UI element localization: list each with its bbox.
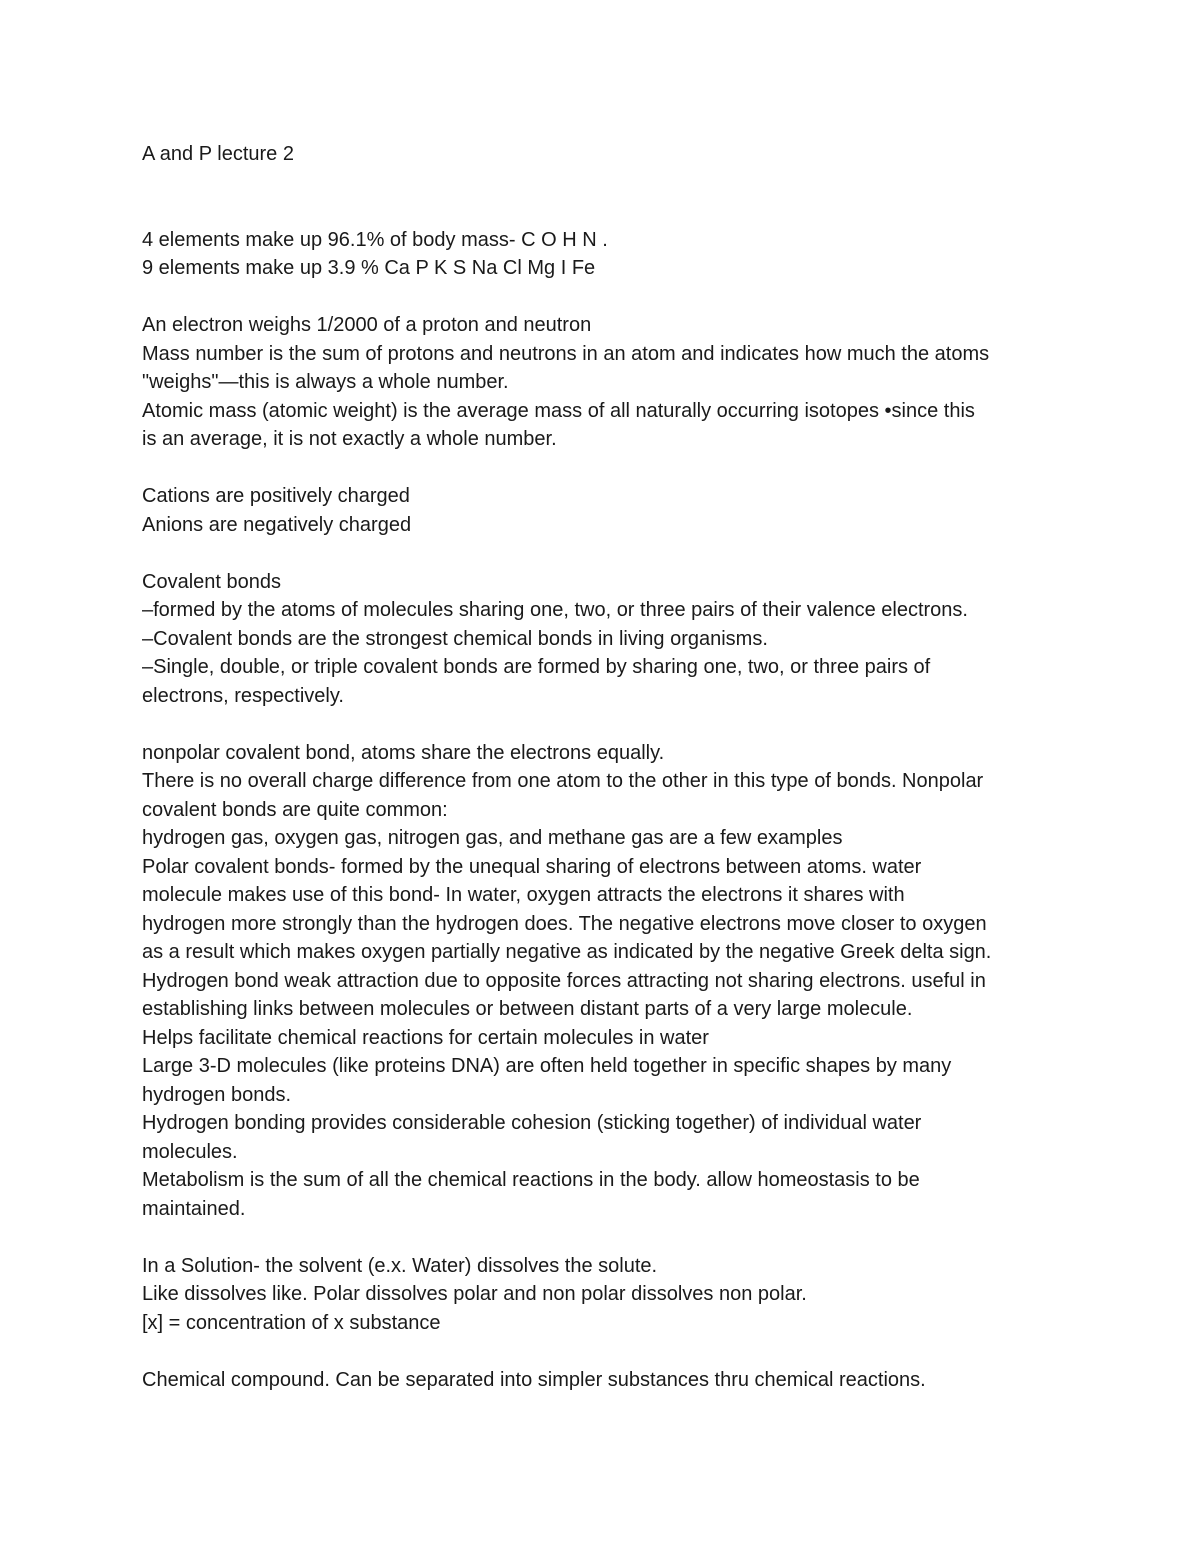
spacer xyxy=(142,1223,1082,1252)
text-line: –Covalent bonds are the strongest chemical bonds in living organisms. xyxy=(142,627,768,650)
text-line: Hydrogen bonding provides considerable cohesion (sticking together) of individual water xyxy=(142,1112,922,1134)
document-title: A and P lecture 2 xyxy=(142,143,294,165)
text-line: Large 3-D molecules (like proteins DNA) are often held together in specific shapes by many xyxy=(142,1055,952,1077)
text-line: is an average, it is not exactly a whole number. xyxy=(142,428,557,450)
text-line: Covalent bonds xyxy=(142,570,281,593)
paragraph-compound xyxy=(142,1366,1082,1395)
text-line: covalent bonds are quite common: xyxy=(142,798,448,821)
document-page xyxy=(142,140,1082,1394)
paragraph-covalent-bonds xyxy=(142,568,1082,711)
text-line: molecule makes use of this bond- In water, oxygen attracts the electrons it shares with xyxy=(142,884,905,906)
spacer xyxy=(142,283,1082,312)
text-line: An electron weighs 1/2000 of a proton and neutron xyxy=(142,314,592,336)
text-line: Anions are negatively charged xyxy=(142,513,412,536)
spacer xyxy=(142,454,1082,483)
paragraph-ions xyxy=(142,482,1082,539)
text-line: molecules. xyxy=(142,1140,238,1163)
text-line: hydrogen gas, oxygen gas, nitrogen gas, and methane gas are a few examples xyxy=(142,827,843,849)
text-line: In a Solution- the solvent (e.x. Water) dissolves the solute. xyxy=(142,1254,658,1277)
text-line: –Single, double, or triple covalent bonds are formed by sharing one, two, or three pairs of xyxy=(142,656,931,678)
text-line: Helps facilitate chemical reactions for certain molecules in water xyxy=(142,1026,709,1049)
text-line: Cations are positively charged xyxy=(142,485,410,507)
text-line: [x] = concentration of x substance xyxy=(142,1311,441,1334)
spacer xyxy=(142,1337,1082,1366)
text-line: Chemical compound. Can be separated into simpler substances thru chemical reactions. xyxy=(142,1368,926,1391)
text-line: electrons, respectively. xyxy=(142,684,344,707)
text-line: maintained. xyxy=(142,1197,246,1220)
paragraph-polarity xyxy=(142,739,1082,1224)
text-line: Atomic mass (atomic weight) is the average mass of all naturally occurring isotopes •since this xyxy=(142,399,975,422)
spacer xyxy=(142,169,1082,226)
text-line: There is no overall charge difference from one atom to the other in this type of bonds. Nonpolar xyxy=(142,770,984,792)
text-line: "weighs"—this is always a whole number. xyxy=(142,371,509,393)
text-line: Mass number is the sum of protons and neutrons in an atom and indicates how much the atoms xyxy=(142,342,990,365)
text-line: Hydrogen bond weak attraction due to opposite forces attracting not sharing electrons. useful in xyxy=(142,969,986,992)
paragraph-atomic-mass xyxy=(142,311,1082,454)
text-line: hydrogen more strongly than the hydrogen does. The negative electrons move closer to oxygen xyxy=(142,912,987,935)
text-line: Polar covalent bonds- formed by the unequal sharing of electrons between atoms. water xyxy=(142,855,922,878)
text-line: establishing links between molecules or between distant parts of a very large molecule. xyxy=(142,998,913,1020)
text-line: as a result which makes oxygen partially negative as indicated by the negative Greek delta sign. xyxy=(142,941,992,963)
text-line: Metabolism is the sum of all the chemical reactions in the body. allow homeostasis to be xyxy=(142,1169,920,1191)
spacer xyxy=(142,710,1082,739)
text-line: –formed by the atoms of molecules sharing one, two, or three pairs of their valence electrons. xyxy=(142,599,968,621)
text-line: 4 elements make up 96.1% of body mass- C O H N . xyxy=(142,228,608,251)
text-line: Like dissolves like. Polar dissolves polar and non polar dissolves non polar. xyxy=(142,1283,807,1305)
paragraph-element-composition xyxy=(142,226,1082,283)
text-line: nonpolar covalent bond, atoms share the electrons equally. xyxy=(142,741,665,764)
spacer xyxy=(142,539,1082,568)
text-line: 9 elements make up 3.9 % Ca P K S Na Cl Mg I Fe xyxy=(142,257,596,279)
text-line: hydrogen bonds. xyxy=(142,1083,292,1106)
paragraph-solutions xyxy=(142,1252,1082,1338)
